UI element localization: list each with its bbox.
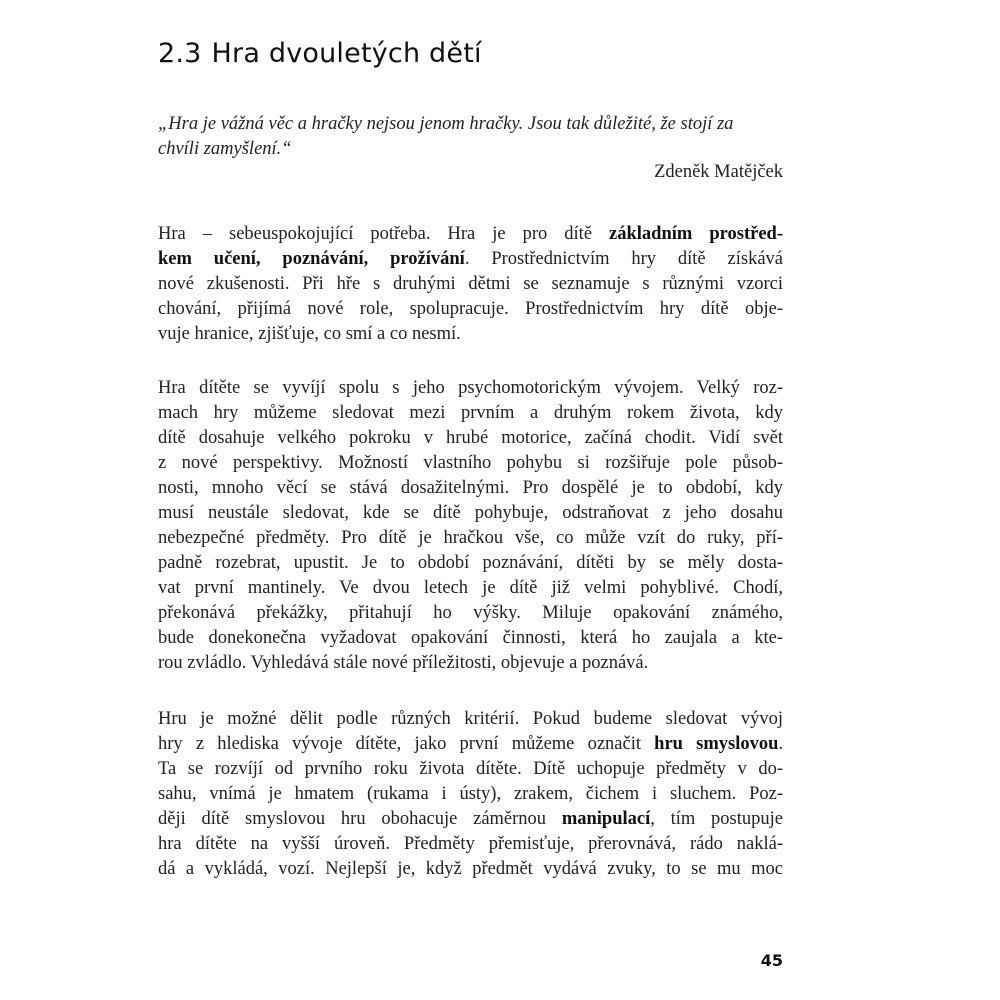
paragraph xyxy=(158,376,783,676)
text-line: Hra – sebeuspokojující potřeba. Hra je pro dítě základním prostřed- xyxy=(158,224,783,244)
text-line: kem učení, poznávání, prožívání. Prostřednictvím hry dítě získává xyxy=(158,249,783,269)
paragraph xyxy=(158,222,783,347)
section-title: Hra dvouletých dětí xyxy=(211,38,482,69)
text-line: musí neustále sledovat, kde se dítě pohybuje, odstraňovat z jeho dosahu xyxy=(158,503,783,523)
text-line: Hra dítěte se vyvíjí spolu s jeho psychomotorickým vývojem. Velký roz- xyxy=(158,378,783,398)
text-line: chování, přijímá nové role, spolupracuje. Prostřednictvím hry dítě obje- xyxy=(158,299,783,319)
text-line: mach hry můžeme sledovat mezi prvním a druhým rokem života, kdy xyxy=(158,403,783,423)
section-heading xyxy=(158,38,482,69)
epigraph-quote xyxy=(158,112,783,162)
text-line: dá a vykládá, vozí. Nejlepší je, když předmět vydává zvuky, to se mu moc xyxy=(158,859,783,879)
quote-line: chvíli zamyšlení.“ xyxy=(158,139,292,159)
text-line: hry z hlediska vývoje dítěte, jako první můžeme označit hru smyslovou. xyxy=(158,734,784,754)
text-line: hra dítěte na vyšší úroveň. Předměty přemisťuje, přerovnává, rádo naklá- xyxy=(158,834,783,854)
text-line: překonává překážky, přitahují ho výšky. Miluje opakování známého, xyxy=(158,603,783,623)
text-line: nebezpečné předměty. Pro dítě je hračkou vše, co může vzít do ruky, pří- xyxy=(158,528,783,548)
text-line: dítě dosahuje velkého pokroku v hrubé motorice, začíná chodit. Vidí svět xyxy=(158,428,783,448)
section-number: 2.3 xyxy=(158,38,202,69)
text-line: bude donekonečna vyžadovat opakování činnosti, která ho zaujala a kte- xyxy=(158,628,783,648)
quote-author: Zdeněk Matějček xyxy=(654,162,783,182)
text-line: Hru je možné dělit podle různých kritérií. Pokud budeme sledovat vývoj xyxy=(158,709,783,729)
text-line: nosti, mnoho věcí se stává dosažitelnými. Pro dospělé je to období, kdy xyxy=(158,478,783,498)
text-line: vuje hranice, zjišťuje, co smí a co nesmí. xyxy=(158,324,461,344)
text-line: nové zkušenosti. Při hře s druhými dětmi se seznamuje s různými vzorci xyxy=(158,274,783,294)
book-page xyxy=(158,0,783,1000)
text-line: Ta se rozvíjí od prvního roku života dítěte. Dítě uchopuje předměty v do- xyxy=(158,759,783,779)
bold-term: základním prostřed- xyxy=(609,224,783,244)
bold-term: manipulací xyxy=(561,809,651,829)
bold-term: kem učení, poznávání, prožívání xyxy=(158,249,465,269)
bold-term: hru smyslovou xyxy=(654,734,779,754)
paragraph xyxy=(158,707,783,882)
text-line: vat první mantinely. Ve dvou letech je dítě již velmi pohyblivé. Chodí, xyxy=(158,578,783,598)
quote-line: „Hra je vážná věc a hračky nejsou jenom hračky. Jsou tak důležité, že stojí za xyxy=(158,114,734,134)
text-line: ději dítě smyslovou hru obohacuje záměrnou manipulací, tím postupuje xyxy=(158,809,783,829)
text-line: padně rozebrat, upustit. Je to období poznávání, dítěti by se měly dosta- xyxy=(158,553,783,573)
text-line: z nové perspektivy. Možností vlastního pohybu si rozšiřuje pole působ- xyxy=(158,453,783,473)
text-line: rou zvládlo. Vyhledává stále nové příležitosti, objevuje a poznává. xyxy=(158,653,649,673)
text-line: sahu, vnímá je hmatem (rukama i ústy), zrakem, čichem i sluchem. Poz- xyxy=(158,784,783,804)
page-number: 45 xyxy=(760,951,783,970)
